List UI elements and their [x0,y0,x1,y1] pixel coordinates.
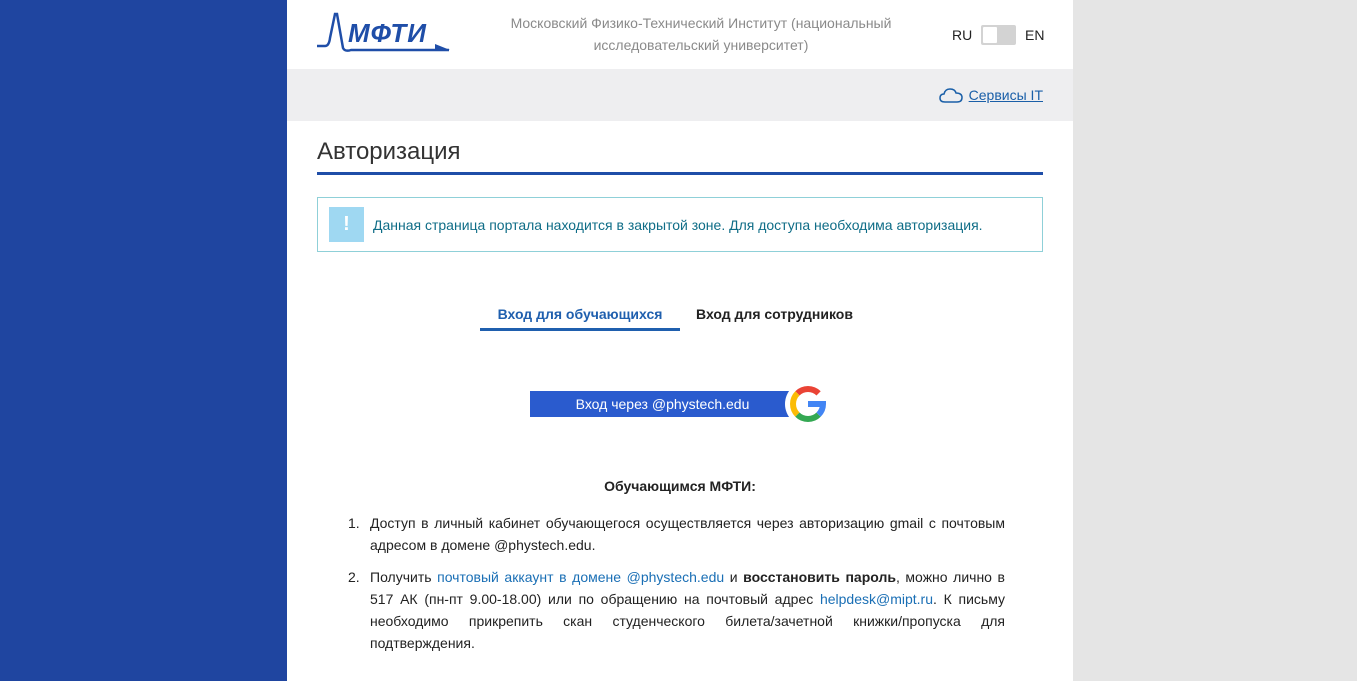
page-title: Авторизация [317,138,461,165]
instructions-list [348,512,1005,664]
info-alert [317,197,1043,252]
students-heading: Обучающимся МФТИ: [604,478,756,494]
item-number: 2. [348,569,360,585]
phystech-account-link[interactable]: почтовый аккаунт в домене @phystech.edu [437,569,725,585]
lang-en-label[interactable]: EN [1025,27,1045,43]
google-login-label: Вход через @phystech.edu [575,396,750,412]
logo-text: МФТИ [348,18,427,48]
restore-password-text: восстановить пароль [743,569,896,585]
lang-ru-label[interactable]: RU [952,27,973,43]
alert-message: Данная страница портала находится в закрытой зоне. Для доступа необходима авторизация. [373,217,983,233]
right-background-band [1073,0,1357,681]
item-2-text-part-2: и [724,569,744,585]
item-number: 1. [348,515,360,531]
institute-line-2: исследовательский университет) [593,37,809,53]
instruction-item-1 [348,512,1005,556]
item-1-text: Доступ в личный кабинет обучающегося осуществляется через авторизацию gmail с почтовым адресом в домене @phystech.edu. [370,515,1005,553]
services-bar [287,69,1073,121]
active-tab-underline [480,328,680,331]
item-2-text-part-1: Получить [370,569,438,585]
cloud-icon [939,87,964,103]
title-divider [317,172,1043,175]
tab-students-login[interactable]: Вход для обучающихся [497,306,663,322]
main-content [287,0,1073,681]
it-services-link[interactable] [939,87,1043,103]
language-toggle[interactable] [981,25,1016,45]
exclamation-icon: ! [329,207,364,242]
instruction-item-2 [348,566,1005,654]
helpdesk-email-link[interactable]: helpdesk@mipt.ru [819,591,933,607]
language-toggle-knob [983,27,997,43]
phystech-google-login-button[interactable] [530,391,795,417]
left-background-band [0,0,287,681]
item-2-text-part-3: , можно лично в 517 АК (пн-пт 9.00-18.00) или по обращению на почтовый адрес [370,569,1005,607]
institute-line-1: Московский Физико-Технический Институт (национальный [510,15,892,31]
it-services-label: Сервисы IT [968,87,1043,103]
mipt-logo[interactable] [315,10,451,56]
header [287,0,1073,69]
institute-name [499,12,903,56]
google-g-icon[interactable] [785,381,831,427]
item-2-text-part-4: . К письму необходимо прикрепить скан студенческого билета/зачетной книжки/пропуска для подтверждения. [370,591,1005,651]
tab-staff-login[interactable]: Вход для сотрудников [696,306,853,322]
